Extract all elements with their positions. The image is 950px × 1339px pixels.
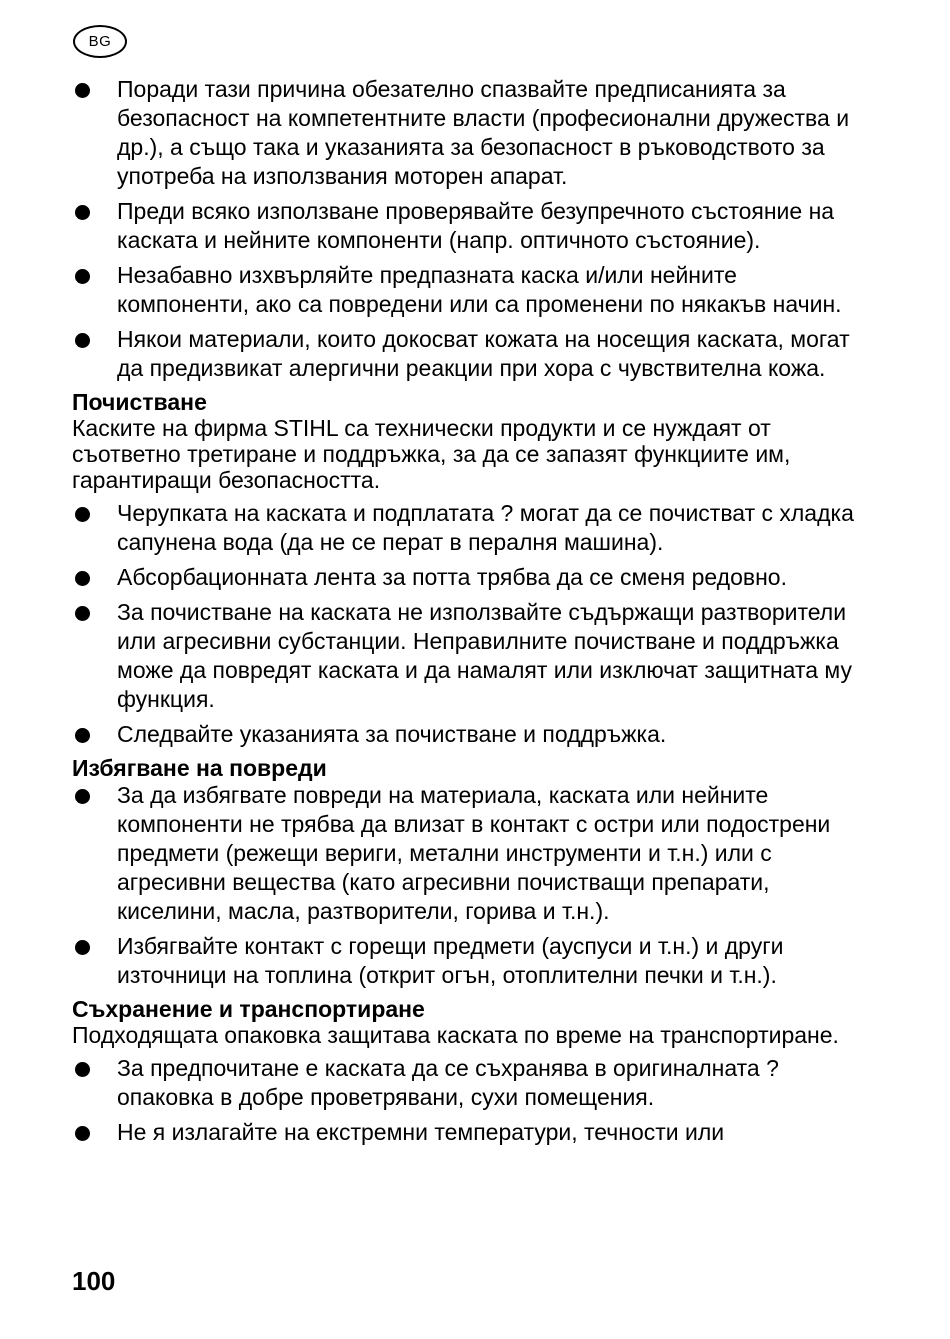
damage-bullet-list — [72, 781, 872, 990]
bullet-text: Следвайте указанията за почистване и поддръжка. — [117, 721, 667, 747]
list-item — [72, 197, 872, 255]
bullet-icon — [75, 1126, 90, 1141]
bullet-text: Не я излагайте на екстремни температури, течности или — [117, 1119, 725, 1145]
bullet-icon — [75, 83, 90, 98]
bullet-icon — [75, 606, 90, 621]
language-badge: BG — [73, 25, 127, 58]
list-item — [72, 325, 872, 383]
bullet-text: За да избягвате повреди на материала, каската или нейните компоненти не трябва да влизат в контакт с остри или подострени предмети (режещи вериги, метални инструменти и т.н.) или с агресивни вещества (като агресивни почистващи препарати, киселини, масла, разтворители, горива и т.н.). — [117, 782, 831, 924]
storage-heading: Съхранение и транспортиране — [72, 996, 425, 1022]
damage-heading: Избягване на повреди — [72, 755, 327, 781]
bullet-icon — [75, 205, 90, 220]
bullet-icon — [75, 1062, 90, 1077]
list-item — [72, 720, 872, 749]
bullet-text: Черупката на каската и подплатата ? могат да се почистват с хладка сапунена вода (да не се перат в пералня машина). — [117, 500, 854, 555]
page-number: 100 — [72, 1266, 116, 1296]
list-item — [72, 1054, 872, 1112]
bullet-text: Избягвайте контакт с горещи предмети (ауспуси и т.н.) и други източници на топлина (открит огън, отоплителни печки и т.н.). — [117, 933, 784, 988]
list-item — [72, 563, 872, 592]
bullet-text: За почистване на каската не използвайте съдържащи разтворители или агресивни субстанции. Неправилните почистване и поддръжка може да повредят каската и да намалят или изключат защитната му функция. — [117, 599, 853, 712]
bullet-icon — [75, 571, 90, 586]
bullet-icon — [75, 269, 90, 284]
storage-intro: Подходящата опаковка защитава каската по време на транспортиране. — [72, 1022, 839, 1048]
cleaning-heading: Почистване — [72, 389, 207, 415]
list-item — [72, 1118, 872, 1147]
bullet-text: Някои материали, които докосват кожата на носещия каската, могат да предизвикат алергични реакции при хора с чувствителна кожа. — [117, 326, 850, 381]
bullet-icon — [75, 507, 90, 522]
list-item — [72, 932, 872, 990]
bullet-text: Поради тази причина обезателно спазвайте предписанията за безопасност на компетентните власти (професионални дружества и др.), а също така и указанията за безопасност в ръководството за употреба на използвания моторен апарат. — [117, 76, 850, 189]
bullet-icon — [75, 728, 90, 743]
bullet-text: Абсорбационната лента за потта трябва да се сменя редовно. — [117, 564, 787, 590]
storage-bullet-list — [72, 1054, 872, 1147]
document-body — [72, 75, 872, 1153]
bullet-icon — [75, 789, 90, 804]
safety-bullet-list — [72, 75, 872, 383]
bullet-icon — [75, 333, 90, 348]
list-item — [72, 499, 872, 557]
list-item — [72, 781, 872, 926]
bullet-text: За предпочитане е каската да се съхранява в оригиналната ? опаковка в добре проветрявани, сухи помещения. — [117, 1055, 779, 1110]
cleaning-intro: Каските на фирма STIHL са технически продукти и се нуждаят от съответно третиране и поддръжка, за да се запазят функциите им, гарантиращи безопасността. — [72, 415, 791, 493]
bullet-icon — [75, 940, 90, 955]
list-item — [72, 261, 872, 319]
cleaning-bullet-list — [72, 499, 872, 749]
bullet-text: Незабавно изхвърляйте предпазната каска и/или нейните компоненти, ако са повредени или са променени по някакъв начин. — [117, 262, 842, 317]
list-item — [72, 598, 872, 714]
list-item — [72, 75, 872, 191]
bullet-text: Преди всяко използване проверявайте безупречното състояние на каската и нейните компоненти (напр. оптичното състояние). — [117, 198, 835, 253]
